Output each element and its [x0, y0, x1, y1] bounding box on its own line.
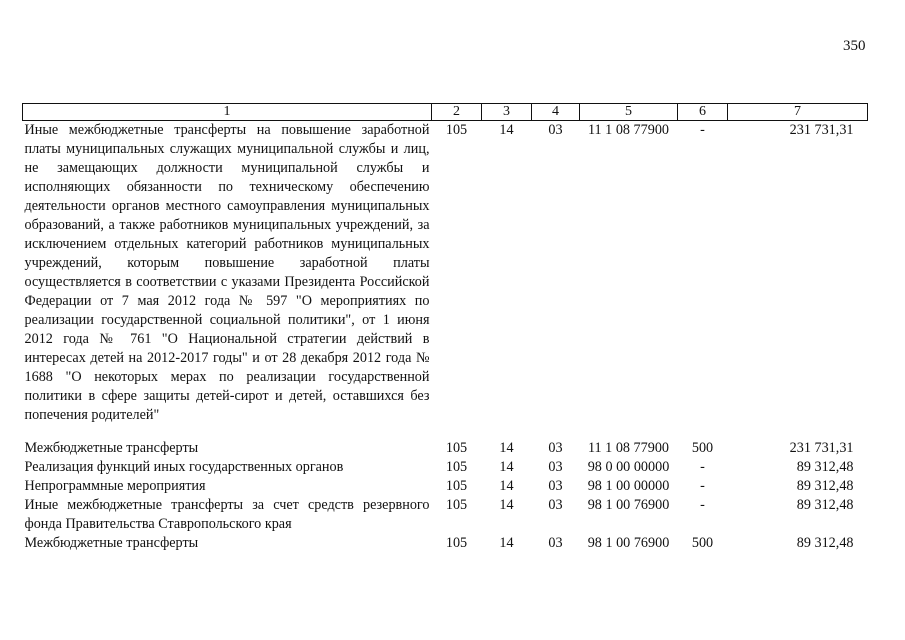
- row-subsection-code: 03: [548, 440, 563, 456]
- row-section-code: 14: [499, 478, 514, 494]
- budget-table: [22, 103, 868, 553]
- row-amount: 89 312,48: [796, 478, 854, 494]
- row-expense-type: -: [700, 497, 705, 513]
- row-expense-type: -: [700, 122, 705, 138]
- row-section-code: 14: [499, 535, 514, 551]
- row-subsection-code: 03: [548, 535, 563, 551]
- header-col-1: 1: [23, 104, 432, 121]
- header-col-6: 6: [678, 104, 728, 121]
- row-target-article: 98 1 00 00000: [587, 478, 670, 494]
- row-amount: 89 312,48: [796, 497, 854, 513]
- row-name: Межбюджетные трансферты: [24, 535, 199, 551]
- row-name: Иные межбюджетные трансферты за счет средств резервного фонда Правительства Ставропольского края: [24, 497, 430, 532]
- table-row: [23, 439, 868, 458]
- row-amount: 89 312,48: [796, 535, 854, 551]
- table-row: [23, 496, 868, 534]
- row-target-article: 11 1 08 77900: [587, 122, 670, 138]
- row-spacer: [23, 425, 868, 439]
- row-amount: 231 731,31: [789, 440, 854, 456]
- row-subsection-code: 03: [548, 122, 563, 138]
- row-section-code: 14: [499, 122, 514, 138]
- row-target-article: 98 0 00 00000: [587, 459, 670, 475]
- row-expense-type: -: [700, 459, 705, 475]
- row-subsection-code: 03: [548, 497, 563, 513]
- table-row: [23, 534, 868, 553]
- header-col-4: 4: [532, 104, 580, 121]
- row-ministry-code: 105: [445, 459, 468, 475]
- page-number: 350: [843, 38, 866, 54]
- row-ministry-code: 105: [445, 497, 468, 513]
- row-section-code: 14: [499, 497, 514, 513]
- row-target-article: 98 1 00 76900: [587, 535, 670, 551]
- table-row: [23, 477, 868, 496]
- row-target-article: 11 1 08 77900: [587, 440, 670, 456]
- header-col-5: 5: [580, 104, 678, 121]
- row-expense-type: 500: [691, 535, 714, 551]
- header-col-3: 3: [482, 104, 532, 121]
- row-expense-type: -: [700, 478, 705, 494]
- row-name: Межбюджетные трансферты: [24, 440, 199, 456]
- row-section-code: 14: [499, 440, 514, 456]
- table-row: [23, 121, 868, 426]
- row-section-code: 14: [499, 459, 514, 475]
- row-expense-type: 500: [691, 440, 714, 456]
- row-name: Непрограммные мероприятия: [24, 478, 206, 494]
- row-name: Реализация функций иных государственных органов: [24, 459, 344, 475]
- row-target-article: 98 1 00 76900: [587, 497, 670, 513]
- row-amount: 231 731,31: [789, 122, 854, 138]
- row-ministry-code: 105: [445, 478, 468, 494]
- row-name: Иные межбюджетные трансферты на повышение заработной платы муниципальных служащих муниципальной службы и лиц, не замещающих должности муниципальной службы и исполняющих обязанности по техническому обеспечению деятельности органов местного самоуправления муниципальных образований, а также работников муниципальных учреждений, за исключением отдельных категорий работников муниципальных учреждений, которым повышение заработной платы осуществляется в соответствии с указами Президента Российской Федерации от 7 мая 2012 года № 597 "О мероприятиях по реализации государственной социальной политики", от 1 июня 2012 года № 761 "О Национальной стратегии действий в интересах детей на 2012-2017 годы" и от 28 декабря 2012 года № 1688 "О некоторых мерах по реализации государственной политики в сфере защиты детей-сирот и детей, оставшихся без попечения родителей": [24, 122, 430, 423]
- header-col-2: 2: [432, 104, 482, 121]
- row-subsection-code: 03: [548, 478, 563, 494]
- row-amount: 89 312,48: [796, 459, 854, 475]
- table-row: [23, 458, 868, 477]
- row-ministry-code: 105: [445, 440, 468, 456]
- table-header: [23, 104, 868, 121]
- row-ministry-code: 105: [445, 535, 468, 551]
- header-col-7: 7: [728, 104, 868, 121]
- row-subsection-code: 03: [548, 459, 563, 475]
- row-ministry-code: 105: [445, 122, 468, 138]
